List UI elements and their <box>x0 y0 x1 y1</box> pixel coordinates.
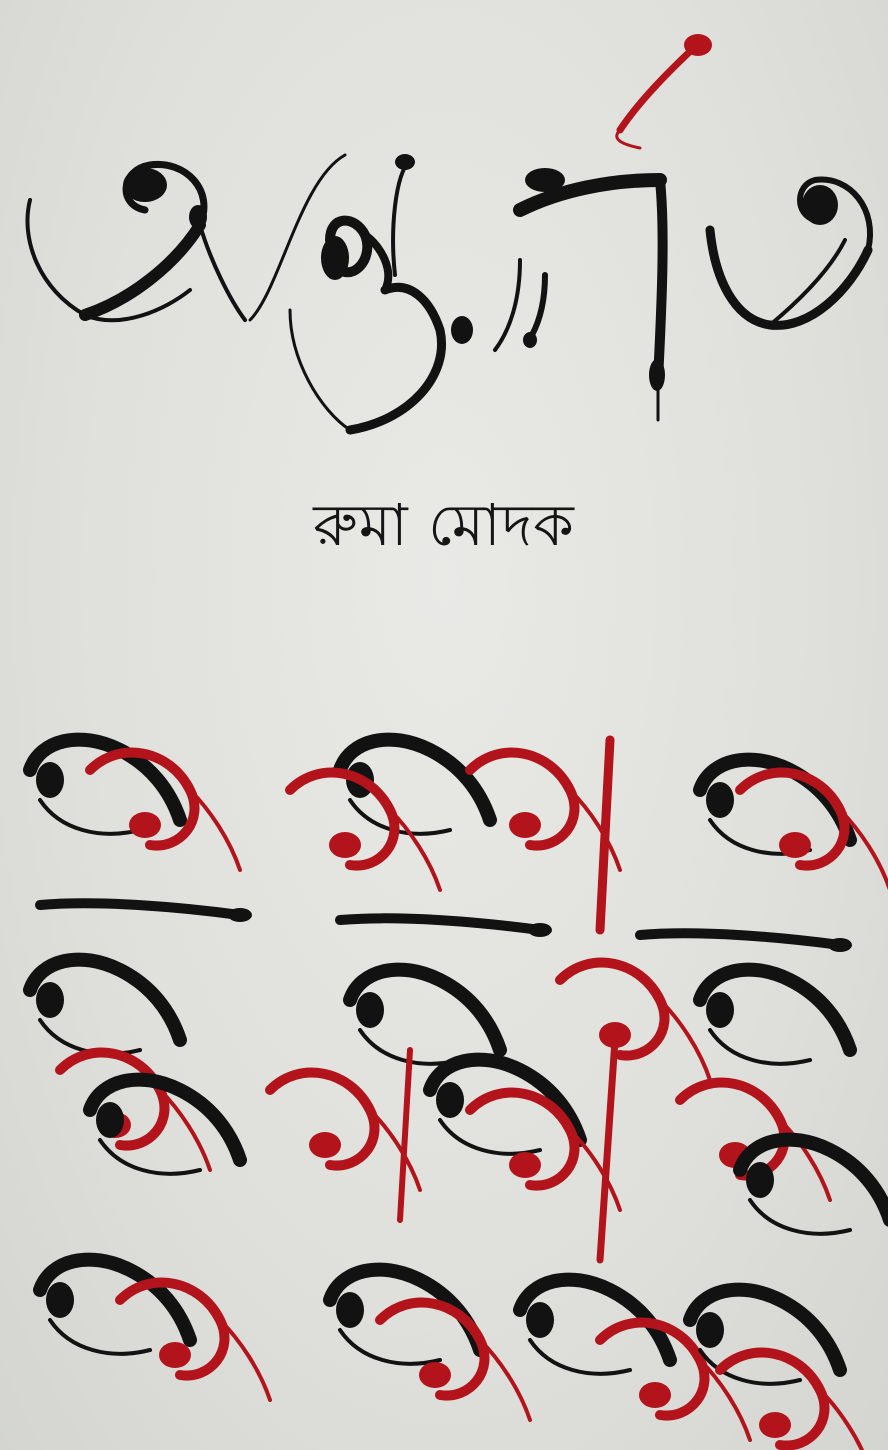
calligraphy-title-icon <box>0 0 888 450</box>
calligraphy-pattern-icon <box>0 700 888 1450</box>
author-name: রুমা মোদক <box>313 491 575 559</box>
